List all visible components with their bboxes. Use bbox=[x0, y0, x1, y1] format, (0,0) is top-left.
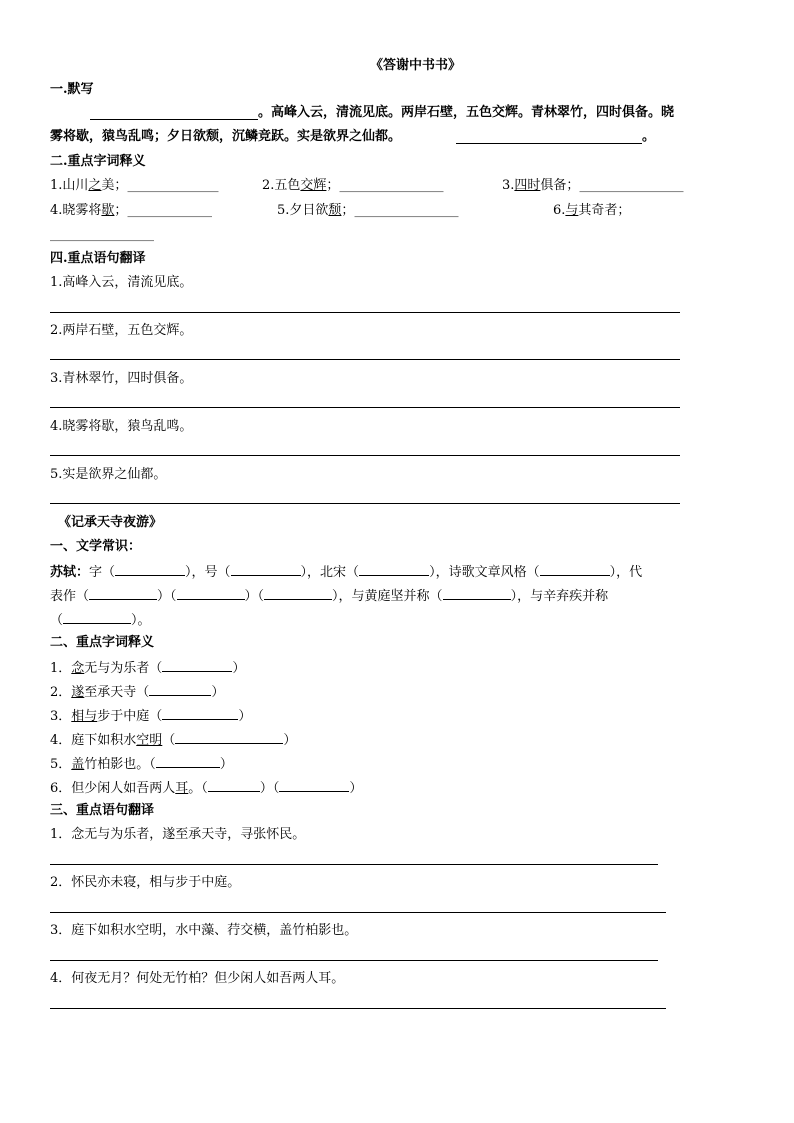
answer-line[interactable] bbox=[50, 407, 680, 408]
answer-blank[interactable] bbox=[175, 731, 283, 744]
answer-line[interactable] bbox=[50, 864, 658, 865]
title-chengtiansi: 《记承天寺夜游》 bbox=[58, 515, 163, 530]
answer-blank[interactable]: ________________ bbox=[579, 178, 684, 193]
answer-blank[interactable] bbox=[359, 563, 429, 576]
vocab2-item-5: 5．盖竹柏影也。（ ） bbox=[50, 757, 233, 772]
vocab-item-4: 4.晓雾将歇；_____________ bbox=[50, 203, 212, 218]
answer-blank[interactable] bbox=[231, 563, 301, 576]
fill-blank-2[interactable] bbox=[456, 143, 642, 144]
dictation-line-1: 。高峰入云，清流见底。两岸石壁，五色交辉。青林翠竹，四时俱备。晓 bbox=[258, 105, 675, 120]
section-heading-changshi: 一、文学常识： bbox=[50, 539, 142, 554]
section-heading-moxie: 一.默写 bbox=[50, 82, 94, 97]
answer-blank[interactable] bbox=[162, 707, 238, 720]
fill-blank-1[interactable] bbox=[90, 119, 258, 120]
translate2-item-4: 4．何夜无月？何处无竹柏？但少闲人如吾两人耳。 bbox=[50, 971, 345, 986]
vocab-item-3: 3.四时俱备；________________ bbox=[502, 178, 684, 193]
vocab2-item-1: 1．念无与为乐者（ ） bbox=[50, 661, 246, 676]
translate-item-3: 3.青林翠竹，四时俱备。 bbox=[50, 371, 193, 386]
literature-line-3: （ ）。 bbox=[50, 613, 151, 628]
answer-line[interactable] bbox=[50, 359, 680, 360]
answer-blank[interactable] bbox=[443, 587, 511, 600]
answer-blank[interactable] bbox=[540, 563, 610, 576]
dictation-line-2-end: 。 bbox=[642, 129, 656, 144]
answer-line[interactable] bbox=[50, 912, 666, 913]
answer-blank[interactable] bbox=[63, 611, 131, 624]
vocab-item-5: 5.夕日欲颓；________________ bbox=[277, 203, 459, 218]
answer-blank[interactable] bbox=[279, 779, 349, 792]
translate2-item-2: 2．怀民亦未寝，相与步于中庭。 bbox=[50, 875, 241, 890]
answer-line[interactable] bbox=[50, 1008, 666, 1009]
dictation-line-2: 雾将歇，猿鸟乱鸣；夕日欲颓，沉鳞竞跃。实是欲界之仙都。 bbox=[50, 129, 402, 144]
answer-blank[interactable]: ________________ bbox=[50, 227, 154, 242]
answer-blank[interactable] bbox=[89, 587, 157, 600]
translate2-item-1: 1．念无与为乐者，遂至承天寺，寻张怀民。 bbox=[50, 827, 306, 842]
vocab2-item-4: 4．庭下如积水空明（ ） bbox=[50, 733, 297, 748]
section-heading-ciyi-2: 二、重点字词释义 bbox=[50, 635, 155, 650]
answer-blank[interactable] bbox=[156, 755, 220, 768]
vocab-item-2: 2.五色交辉；________________ bbox=[262, 178, 444, 193]
title-daxie: 《答谢中书书》 bbox=[370, 58, 462, 73]
translate-item-4: 4.晓雾将歇，猿鸟乱鸣。 bbox=[50, 419, 193, 434]
literature-line-1: 苏轼：字（ ），号（ ），北宋（ ），诗歌文章风格（ ），代 bbox=[50, 565, 643, 580]
translate-item-1: 1.高峰入云，清流见底。 bbox=[50, 275, 193, 290]
answer-blank[interactable] bbox=[149, 683, 211, 696]
answer-blank[interactable]: _____________ bbox=[127, 203, 212, 218]
literature-line-2: 表作（ ）（ ）（ ），与黄庭坚并称（ ），与辛弃疾并称 bbox=[50, 589, 609, 604]
vocab2-item-3: 3．相与步于中庭（ ） bbox=[50, 709, 252, 724]
translate-item-2: 2.两岸石壁，五色交辉。 bbox=[50, 323, 193, 338]
answer-blank[interactable]: ________________ bbox=[339, 178, 444, 193]
section-heading-fanyi: 四.重点语句翻译 bbox=[50, 251, 146, 266]
answer-line[interactable] bbox=[50, 960, 658, 961]
answer-blank[interactable] bbox=[264, 587, 332, 600]
vocab-item-1: 1.山川之美；______________ bbox=[50, 178, 219, 193]
vocab2-item-2: 2．遂至承天寺（ ） bbox=[50, 685, 225, 700]
answer-blank[interactable] bbox=[177, 587, 245, 600]
section-heading-fanyi-2: 三、重点语句翻译 bbox=[50, 803, 155, 818]
section-heading-ciyi: 二.重点字词释义 bbox=[50, 154, 146, 169]
answer-line[interactable] bbox=[50, 312, 680, 313]
answer-line[interactable] bbox=[50, 503, 680, 504]
answer-blank[interactable] bbox=[162, 659, 232, 672]
answer-line[interactable] bbox=[50, 455, 680, 456]
answer-blank[interactable] bbox=[115, 563, 185, 576]
answer-blank[interactable]: ________________ bbox=[354, 203, 459, 218]
translate2-item-3: 3．庭下如积水空明，水中藻、荇交横，盖竹柏影也。 bbox=[50, 923, 358, 938]
vocab-item-6: 6.与其奇者； bbox=[553, 203, 631, 218]
answer-blank[interactable] bbox=[208, 779, 260, 792]
translate-item-5: 5.实是欲界之仙都。 bbox=[50, 467, 167, 482]
vocab2-item-6: 6．但少闲人如吾两人耳。（ ）（ ） bbox=[50, 781, 363, 796]
answer-blank[interactable]: ______________ bbox=[127, 178, 219, 193]
